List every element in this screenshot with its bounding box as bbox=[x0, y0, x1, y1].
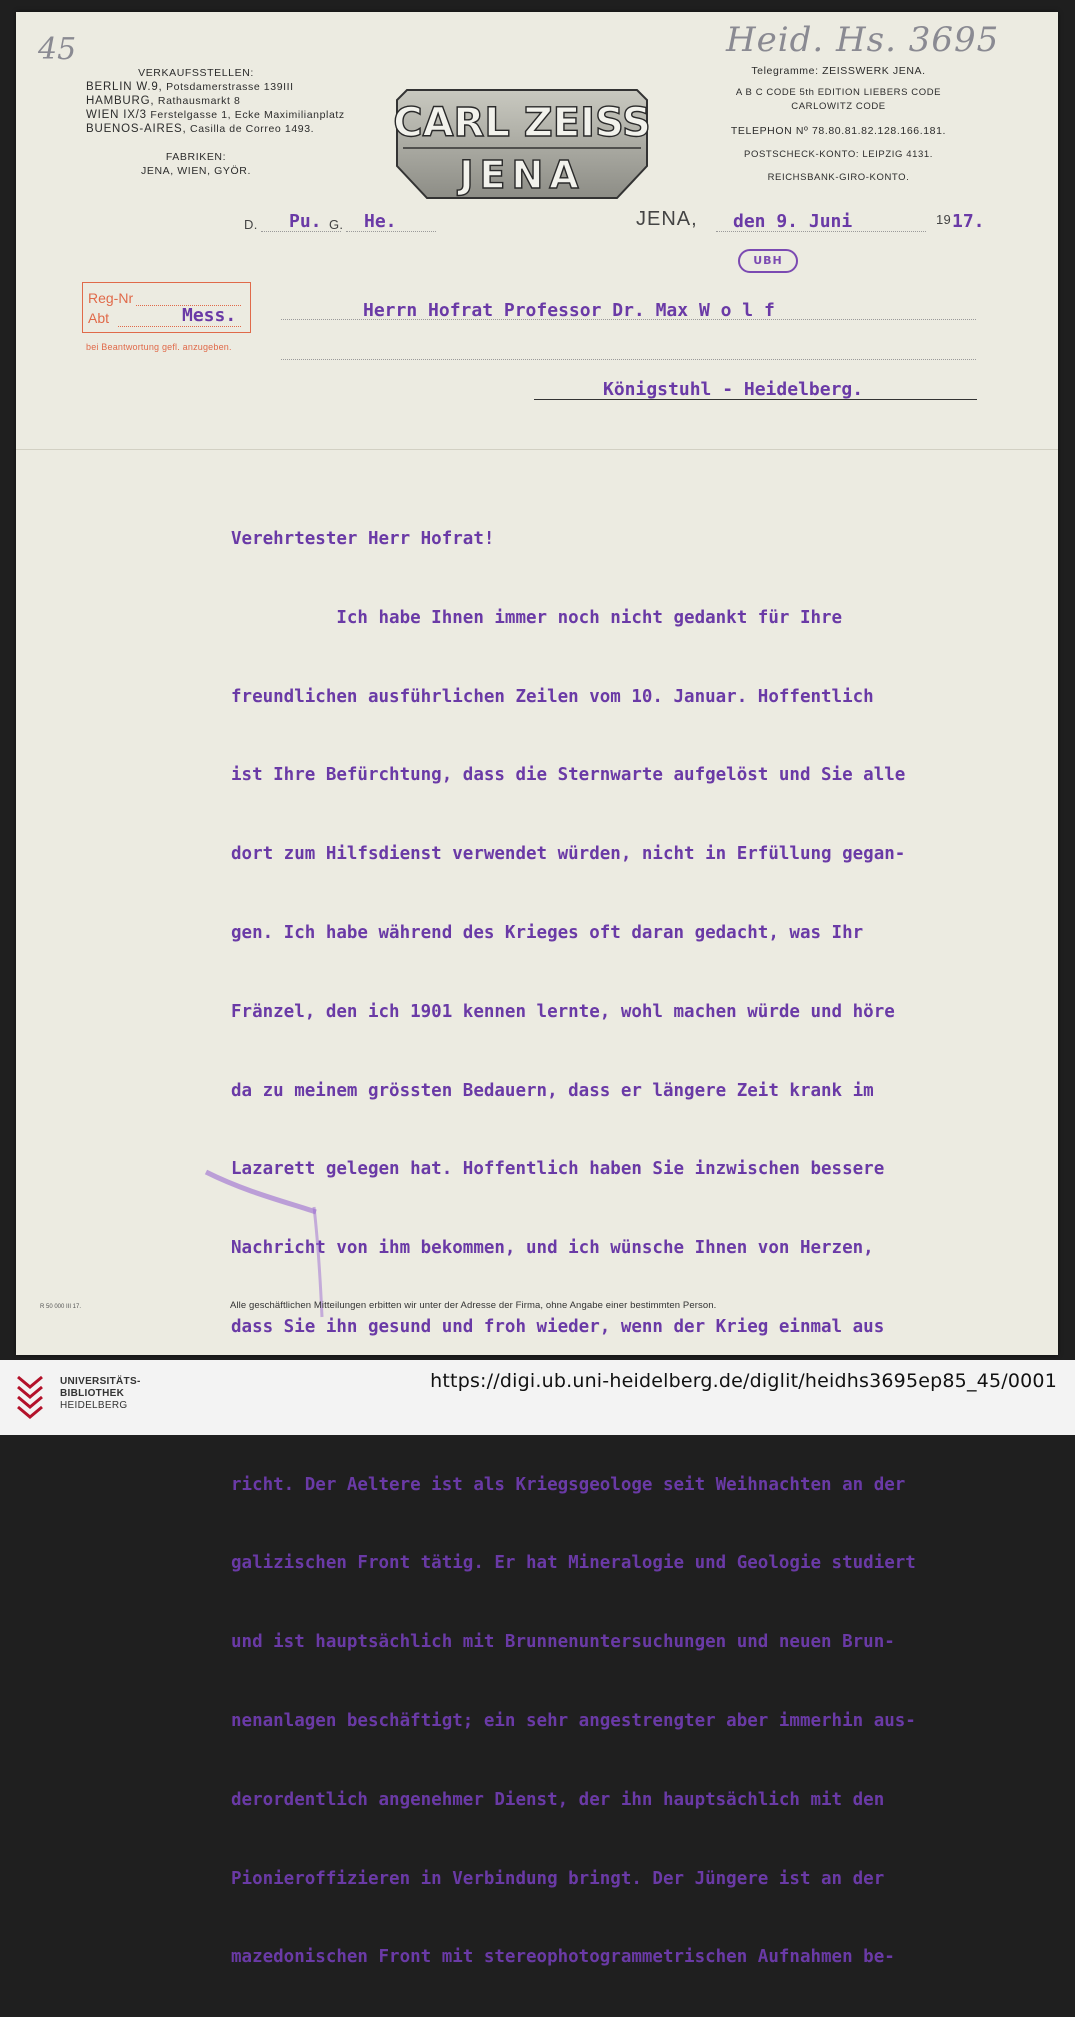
factories-list: JENA, WIEN, GYÖR. bbox=[141, 165, 251, 177]
g-label: G. bbox=[329, 217, 344, 232]
sales-row: WIEN IX/3 Ferstelgasse 1, Ecke Maximilianplatz bbox=[86, 109, 345, 121]
year-suffix: 17. bbox=[952, 211, 985, 232]
sales-row: BERLIN W.9, Potsdamerstrasse 139III bbox=[86, 81, 294, 93]
print-code: R 50 000 III 17. bbox=[40, 1304, 82, 1310]
letter-line: dort zum Hilfsdienst verwendet würden, nicht in Erfüllung gegan- bbox=[231, 844, 906, 865]
place-label: JENA, bbox=[636, 208, 698, 230]
library-name-line: BIBLIOTHEK bbox=[60, 1388, 125, 1399]
contact-block bbox=[676, 64, 1001, 185]
codes-line-1: A B C CODE 5th EDITION LIEBERS CODE bbox=[735, 87, 942, 98]
letter-line: derordentlich angenehmer Dienst, der ihn hauptsächlich mit den bbox=[231, 1789, 885, 1810]
zeiss-logo bbox=[391, 84, 653, 204]
recipient-line: Herrn Hofrat Professor Dr. Max W o l f bbox=[363, 300, 775, 321]
postcheck-line: POSTSCHECK-KONTO: LEIPZIG 4131. bbox=[744, 149, 933, 160]
logo-text-2: JENA bbox=[459, 153, 585, 197]
letter-line: Pionieroffizieren in Verbindung bringt. Der Jüngere ist an der bbox=[231, 1868, 885, 1889]
telegram-line: Telegramme: ZEISSWERK JENA. bbox=[751, 65, 926, 77]
sales-row: BUENOS-AIRES, Casilla de Correo 1493. bbox=[86, 123, 315, 135]
reg-label: Reg-Nr bbox=[88, 290, 134, 306]
letter-line: Ich habe Ihnen immer noch nicht gedankt für Ihre bbox=[231, 607, 843, 628]
ubh-stamp: UBH bbox=[738, 249, 798, 273]
shelfmark: Heid. Hs. 3695 bbox=[726, 20, 1000, 60]
abt-label: Abt bbox=[88, 310, 110, 326]
library-name-line: UNIVERSITÄTS- bbox=[60, 1376, 141, 1387]
d-label: D. bbox=[244, 217, 258, 232]
letter-line: Verehrtester Herr Hofrat! bbox=[231, 529, 495, 549]
letter-line: Nachricht von ihm bekommen, und ich wünsche Ihnen von Herzen, bbox=[231, 1238, 874, 1259]
letter-line: Lazarett gelegen hat. Hoffentlich haben Sie inzwischen bessere bbox=[231, 1159, 885, 1180]
letter-line: dass Sie ihn gesund und froh wieder, wenn der Krieg einmal aus bbox=[231, 1316, 885, 1337]
footer-notice: Alle geschäftlichen Mitteilungen erbitten wir unter der Adresse der Firma, ohne Angabe einer bestimmten Person. bbox=[230, 1300, 717, 1311]
recipient-place: Königstuhl - Heidelberg. bbox=[603, 379, 864, 400]
letter-line: galizischen Front tätig. Er hat Mineralogie und Geologie studiert bbox=[231, 1553, 916, 1574]
library-name-line: HEIDELBERG bbox=[60, 1400, 128, 1411]
letter-line: mazedonischen Front mit stereophotogrammetrischen Aufnahmen be- bbox=[231, 1947, 895, 1968]
factories-title: FABRIKEN: bbox=[165, 151, 227, 163]
codes-line-2: CARLOWITZ CODE bbox=[791, 101, 886, 112]
pencil-stroke bbox=[196, 1152, 336, 1322]
sales-title: VERKAUFSSTELLEN: bbox=[138, 67, 254, 79]
university-library-logo[interactable] bbox=[14, 1373, 46, 1417]
g-value: He. bbox=[364, 211, 397, 232]
library-name bbox=[60, 1376, 141, 1412]
letter-line: ist Ihre Befürchtung, dass die Sternwarte aufgelöst und Sie alle bbox=[231, 765, 906, 786]
reg-note: bei Beantwortung gefl. anzugeben. bbox=[86, 342, 232, 352]
telephone-line: TELEPHON Nº 78.80.81.82.128.166.181. bbox=[730, 125, 947, 137]
letter-line: gen. Ich habe während des Krieges oft daran gedacht, was Ihr bbox=[231, 922, 864, 943]
abt-value: Mess. bbox=[182, 305, 237, 326]
letter-line: richt. Der Aeltere ist als Kriegsgeologe seit Weihnachten an der bbox=[231, 1474, 906, 1495]
page-fold bbox=[16, 449, 1058, 450]
permalink-url[interactable]: https://digi.ub.uni-heidelberg.de/diglit/heidhs3695ep85_45/0001 bbox=[430, 1370, 1057, 1392]
sales-row: HAMBURG, Rathausmarkt 8 bbox=[86, 95, 241, 107]
reichsbank-line: REICHSBANK-GIRO-KONTO. bbox=[767, 172, 910, 183]
d-value: Pu. bbox=[289, 211, 322, 232]
letter-date: den 9. Juni bbox=[733, 211, 853, 232]
letter-line: Fränzel, den ich 1901 kennen lernte, wohl machen würde und höre bbox=[231, 1001, 895, 1022]
letter-line: nenanlagen beschäftigt; ein sehr angestrengter aber immerhin aus- bbox=[231, 1710, 916, 1731]
letter-line: da zu meinem grössten Bedauern, dass er längere Zeit krank im bbox=[231, 1080, 874, 1101]
letter-line: freundlichen ausführlichen Zeilen vom 10. Januar. Hoffentlich bbox=[231, 686, 874, 707]
year-prefix: 19 bbox=[936, 212, 952, 227]
letter-line: und ist hauptsächlich mit Brunnenuntersuchungen und neuen Brun- bbox=[231, 1632, 895, 1653]
folio-number: 45 bbox=[38, 32, 77, 67]
sales-offices-block bbox=[86, 66, 346, 178]
logo-text-1: CARL ZEISS bbox=[393, 100, 651, 146]
